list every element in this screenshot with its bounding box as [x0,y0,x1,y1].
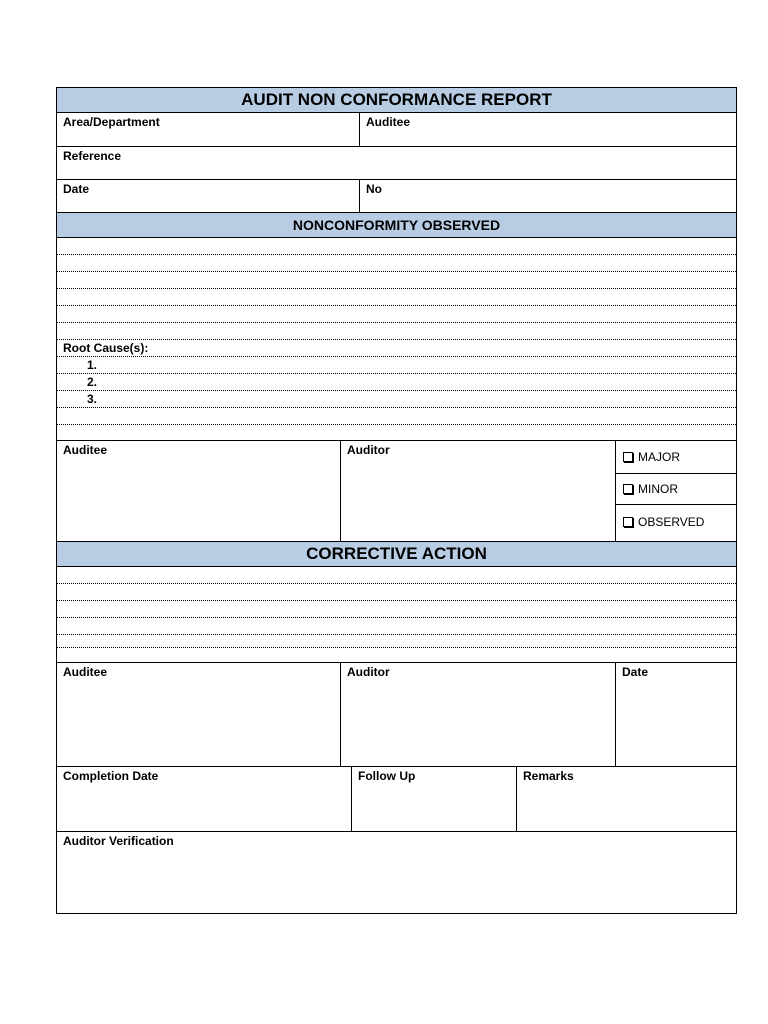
nonconformity-section[interactable] [57,238,736,441]
auditee-signature-2[interactable] [57,663,341,766]
remarks-label: Remarks [523,769,574,783]
writing-line [57,305,736,306]
signoff-row-2 [57,663,736,767]
major-checkbox[interactable] [616,441,736,474]
area-department-label: Area/Department [63,115,160,129]
followup-row [57,767,736,832]
area-department-field[interactable] [57,113,360,146]
follow-up-field[interactable] [352,767,517,831]
corrective-action-section[interactable] [57,567,736,663]
minor-label: MINOR [638,482,678,496]
observed-label: OBSERVED [638,515,705,529]
follow-up-label: Follow Up [358,769,416,783]
checkbox-icon [623,452,633,462]
checkbox-icon [623,484,633,494]
writing-line [57,271,736,272]
corrective-action-heading: CORRECTIVE ACTION [57,542,736,567]
auditor-signature-1[interactable] [341,441,616,541]
root-cause-item: 3. [87,392,98,406]
auditor-verification-field[interactable] [57,832,736,913]
root-cause-label: Root Cause(s): [63,341,149,355]
writing-line [57,339,736,340]
date-field[interactable] [57,180,360,212]
writing-line [57,617,736,618]
root-cause-item: 2. [87,375,98,389]
signoff-row-1 [57,441,736,542]
date-label: Date [622,665,649,679]
report-title: AUDIT NON CONFORMANCE REPORT [57,88,736,113]
nonconformity-heading: NONCONFORMITY OBSERVED [57,213,736,238]
reference-row[interactable] [57,147,736,180]
audit-report-form [56,87,737,914]
reference-label: Reference [63,149,122,163]
observed-checkbox[interactable] [616,505,736,541]
area-auditee-row [57,113,736,147]
writing-line [57,322,736,323]
completion-date-field[interactable] [57,767,352,831]
major-label: MAJOR [638,450,680,464]
checkbox-icon [623,517,633,527]
completion-date-label: Completion Date [63,769,159,783]
auditee-label: Auditee [63,443,108,457]
writing-line [57,424,736,425]
signoff-date-field[interactable] [616,663,736,766]
auditee-label: Auditee [366,115,411,129]
writing-line [57,647,736,648]
severity-options [616,441,736,541]
remarks-field[interactable] [517,767,736,831]
writing-line [57,356,736,357]
auditor-label: Auditor [347,665,390,679]
auditee-signature-1[interactable] [57,441,341,541]
no-field[interactable] [360,180,736,212]
auditor-signature-2[interactable] [341,663,616,766]
writing-line [57,288,736,289]
auditee-label: Auditee [63,665,108,679]
writing-line [57,254,736,255]
writing-line [57,373,736,374]
writing-line [57,600,736,601]
minor-checkbox[interactable] [616,474,736,505]
date-label: Date [63,182,90,196]
writing-line [57,583,736,584]
auditor-verification-label: Auditor Verification [63,834,174,848]
auditor-label: Auditor [347,443,390,457]
writing-line [57,407,736,408]
writing-line [57,634,736,635]
no-label: No [366,182,382,196]
auditee-field[interactable] [360,113,736,146]
date-no-row [57,180,736,213]
root-cause-item: 1. [87,358,98,372]
writing-line [57,390,736,391]
